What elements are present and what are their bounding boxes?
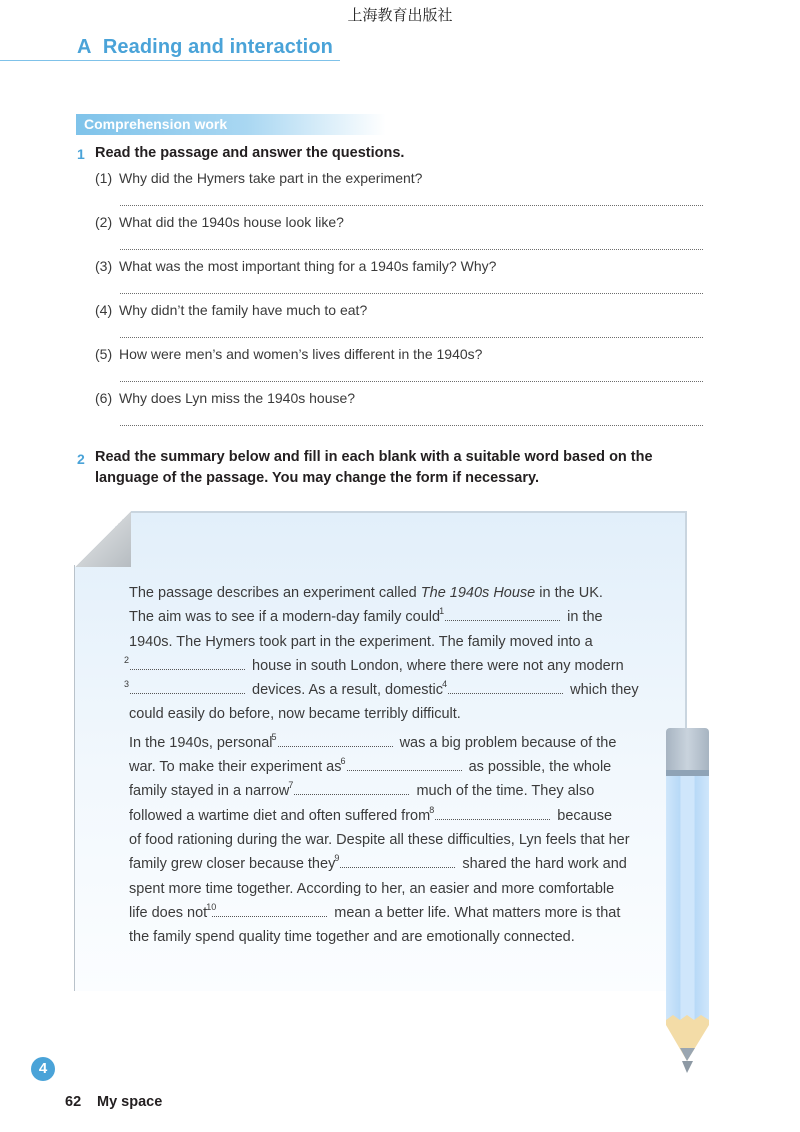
sub-question-4: (4) Why didn’t the family have much to eat? — [95, 302, 368, 318]
answer-line-4[interactable] — [120, 337, 703, 338]
blank-3[interactable]: 3 — [130, 684, 245, 694]
answer-line-2[interactable] — [120, 249, 703, 250]
publisher-header: 上海教育出版社 — [347, 6, 453, 24]
blank-1[interactable]: 1 — [445, 611, 560, 621]
answer-line-6[interactable] — [120, 425, 703, 426]
page-number: 62 — [65, 1094, 82, 1110]
pencil-illustration — [666, 728, 709, 1020]
sub-question-2: (2) What did the 1940s house look like? — [95, 214, 344, 230]
summary-paragraph-1: The passage describes an experiment called The 1940s House in the UK. The aim was to see if a modern-day family could 1 in the 1940s. The Hymers took part in the experiment. The family moved into a 2 house in south London, where there were not any modern 3 devices. As a result, domestic 4 which they could easily do before, now became terribly difficult. — [124, 585, 639, 723]
answer-line-3[interactable] — [120, 293, 703, 294]
comprehension-work-bar — [76, 114, 386, 135]
question-1-instruction: Read the passage and answer the questions. — [95, 145, 405, 161]
unit-badge: 4 — [31, 1057, 55, 1081]
card-folded-corner — [75, 511, 131, 567]
pencil-eraser — [666, 728, 709, 770]
sub-question-5: (5) How were men’s and women’s lives different in the 1940s? — [95, 346, 483, 362]
section-title-rule — [0, 60, 340, 61]
answer-line-5[interactable] — [120, 381, 703, 382]
section-title-text: Reading and interaction — [102, 36, 333, 58]
blank-6[interactable]: 6 — [347, 761, 462, 771]
question-2-number: 2 — [77, 451, 85, 467]
blank-9[interactable]: 9 — [340, 858, 455, 868]
answer-line-1[interactable] — [120, 205, 703, 206]
blank-10[interactable]: 10 — [212, 907, 327, 917]
blank-5[interactable]: 5 — [278, 737, 393, 747]
blank-2[interactable]: 2 — [130, 660, 245, 670]
blank-8[interactable]: 8 — [435, 810, 550, 820]
blank-7[interactable]: 7 — [294, 785, 409, 795]
experiment-title: The 1940s House — [420, 585, 536, 601]
unit-title: My space — [97, 1094, 163, 1110]
sub-question-6: (6) Why does Lyn miss the 1940s house? — [95, 390, 356, 406]
sub-question-1: (1) Why did the Hymers take part in the experiment? — [95, 170, 423, 186]
section-letter: A — [77, 36, 92, 58]
sub-question-3: (3) What was the most important thing for a 1940s family? Why? — [95, 258, 497, 274]
summary-text — [124, 581, 639, 949]
pencil-body — [666, 776, 709, 1020]
question-2-instruction-line-2: language of the passage. You may change the form if necessary. — [95, 470, 539, 486]
question-1-number: 1 — [77, 146, 85, 162]
section-title — [77, 36, 333, 59]
blank-4[interactable]: 4 — [448, 684, 563, 694]
pencil-tip-icon — [666, 1015, 709, 1075]
question-2-instruction-line-1: Read the summary below and fill in each blank with a suitable word based on the — [95, 449, 653, 465]
comprehension-work-label: Comprehension work — [84, 116, 228, 132]
summary-paragraph-2: In the 1940s, personal 5 was a big problem because of the war. To make their experiment as 6 as possible, the whole family stayed in a narrow 7 much of the time. They also followed a wartime diet and often suffered from 8 because of food rationing during the war. Despite all these difficulties, Lyn feels that her family grew closer because they 9 shared the hard work and spent more time together. According to her, an easier and more comfortable life does not 10 mean a better life. What matters more is that the family spend quality time together and are emotionally connected. — [129, 731, 630, 946]
summary-card-left-edge — [74, 565, 75, 991]
